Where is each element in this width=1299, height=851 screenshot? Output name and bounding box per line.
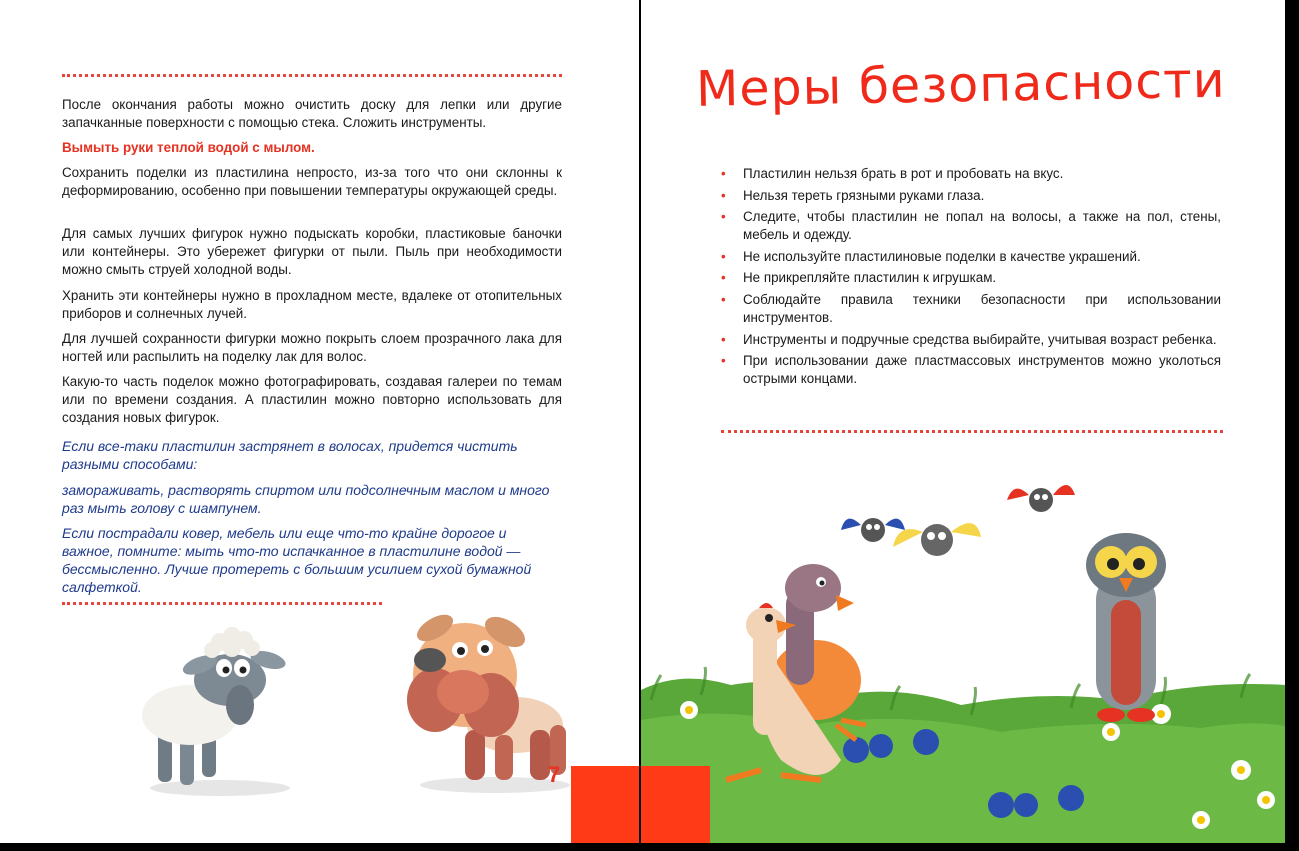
list-item: • Не прикрепляйте пластилин к игрушкам. xyxy=(721,269,1221,287)
list-item: • Не используйте пластилиновые поделки в качестве украшений. xyxy=(721,248,1221,266)
left-page xyxy=(0,0,639,843)
paragraph-varnish: Для лучшей сохранности фигурки можно покрыть слоем прозрачного лака для ногтей или распылить на поделку лак для волос. xyxy=(62,331,562,364)
meadow-scene xyxy=(641,470,1285,843)
sheep-figure xyxy=(120,610,320,800)
paragraph-wash-hands: Вымыть руки теплой водой с мылом. xyxy=(62,140,315,155)
paragraph-cool-place: Хранить эти контейнеры нужно в прохладном месте, вдалеке от отопительных приборов и солнечных лучей. xyxy=(62,288,562,321)
dotted-divider-top xyxy=(62,74,562,77)
page-title: Меры безопасности xyxy=(695,51,1227,118)
list-item: • Следите, чтобы пластилин не попал на волосы, а также на пол, стены, мебель и одежду. xyxy=(721,208,1221,244)
paragraph-containers: Для самых лучших фигурок нужно подыскать коробки, пластиковые баночки или контейнеры. Это убережет фигурки от пыли. Пыль при необходимости можно смыть струей холодной воды. xyxy=(62,226,562,277)
safety-rules-list xyxy=(721,165,1221,392)
red-corner-block-right xyxy=(641,766,710,843)
list-item: • Пластилин нельзя брать в рот и пробовать на вкус. xyxy=(721,165,1221,183)
paragraph-storage: Сохранить поделки из пластилина непросто, из-за того что они склонны к деформированию, особенно при повышении температуры окружающей среды. xyxy=(62,165,562,198)
ladybug-figure xyxy=(1007,485,1075,512)
note-carpet: Если пострадали ковер, мебель или еще что-то крайне дорогое и важное, помните: мыть что-то испачканное в пластилине водой — бессмысленно. Лучше протереть с большим усилием сухой бумажной салфеткой. xyxy=(62,525,532,595)
list-item: • Инструменты и подручные средства выбирайте, учитывая возраст ребенка. xyxy=(721,331,1221,349)
list-item: • Соблюдайте правила техники безопасности при использовании инструментов. xyxy=(721,291,1221,327)
page-number: 7 xyxy=(548,762,561,787)
list-item: • Нельзя тереть грязными руками глаза. xyxy=(721,187,1221,205)
paragraph-photos: Какую-то часть поделок можно фотографировать, создавая галереи по темам или по времени создания. А пластилин можно повторно использовать для создания новых фигурок. xyxy=(62,374,562,425)
right-page xyxy=(641,0,1285,843)
note-methods: замораживать, растворять спиртом или подсолнечным маслом и много раз мыть голову с шампунем. xyxy=(62,482,550,516)
red-corner-block-left xyxy=(571,766,639,843)
bat-figures xyxy=(841,518,981,556)
dotted-divider-bottom xyxy=(62,602,382,605)
note-hair: Если все-таки пластилин застрянет в волосах, придется чистить разными способами: xyxy=(62,438,518,472)
paragraph-cleanup: После окончания работы можно очистить доску для лепки или другие запачканные поверхности с помощью стека. Сложить инструменты. xyxy=(62,97,562,130)
list-item: • При использовании даже пластмассовых инструментов можно уколоться острыми концами. xyxy=(721,352,1221,388)
dotted-divider xyxy=(721,430,1223,433)
